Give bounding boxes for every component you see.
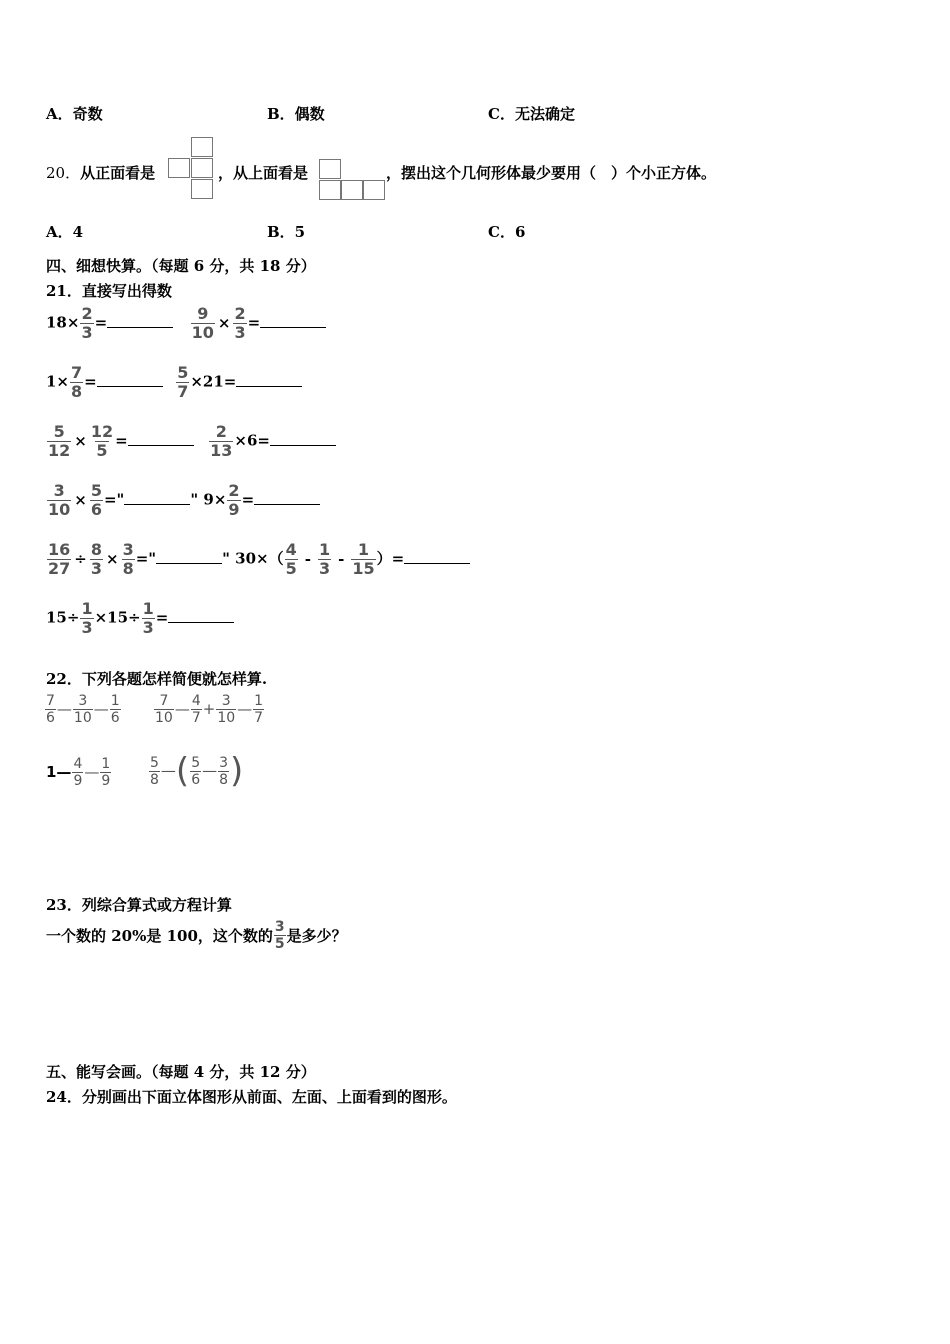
q20-text-3: ，摆出这个几何形体最少要用（ ）个小正方体。 [386,164,717,182]
operator: × [217,313,231,332]
question-23-title: 23．列综合算式或方程计算 [46,896,232,914]
expr-text: 1× [46,372,70,391]
answer-blank[interactable] [404,549,470,564]
operator: — [56,700,72,718]
answer-blank[interactable] [236,372,302,387]
cube-cell [363,180,385,200]
q23-text-2: 是多少？ [286,927,347,945]
expr-text: " 9× [190,490,227,509]
q21-row-6 [46,601,234,636]
fraction: $\frac{9}{10}$ [191,304,214,342]
q21-row-5 [46,542,470,577]
cube-cell [319,180,341,200]
answer-blank[interactable] [124,490,190,505]
q22-expr-1: $\frac{7}{6}$ — $\frac{3}{10}$ — $\frac{1}{6}$ [46,693,120,726]
fraction: $\frac{16}{27}$ [48,540,71,578]
equals: = [115,431,128,450]
question-20 [46,162,155,183]
question-24: 24．分别画出下面立体图形从前面、左面、上面看到的图形。 [46,1088,457,1106]
operator: — [202,761,218,780]
fraction: $\frac{4}{5}$ [285,540,297,578]
fraction: $\frac{7}{8}$ [71,363,83,401]
q20-option-c: C．6 [488,223,526,241]
answer-blank[interactable] [260,313,326,328]
option-c: C．无法确定 [488,105,575,123]
fraction: $\frac{3}{10}$ [48,481,71,519]
equals: = [155,608,169,627]
operator: × [105,549,119,568]
equals: =" [135,549,157,568]
question-23-text [46,920,347,951]
fraction: $\frac{1}{15}$ [352,540,375,578]
q20-text-2: ，从上面看是 [218,164,309,182]
answer-blank[interactable] [168,608,234,623]
answer-blank[interactable] [107,313,173,328]
equals: = [94,313,108,332]
fraction: $\frac{5}{7}$ [177,363,189,401]
fraction: $\frac{1}{3}$ [81,599,93,637]
cube-cell [168,158,190,178]
q22-expr-3: 1— $\frac{4}{9}$ — $\frac{1}{9}$ [46,756,111,789]
q22-expr-2: $\frac{7}{10}$ — $\frac{4}{7}$ + $\frac{3}{10}$ — $\frac{1}{7}$ [155,693,264,726]
expr-text: ×15÷ [94,608,141,627]
cube-cell [191,179,213,199]
fraction: $\frac{3}{5}$ [274,919,285,952]
fraction: $\frac{2}{3}$ [81,304,93,342]
question-21-title: 21．直接写出得数 [46,282,172,300]
answer-blank[interactable] [270,431,336,446]
fraction: $\frac{12}{5}$ [90,422,114,460]
left-paren: ( [175,751,190,791]
equals: = [241,490,255,509]
operator: - [338,549,345,568]
top-view-figure [318,159,386,203]
fraction: $\frac{3}{8}$ [122,540,134,578]
section-5-heading: 五、能写会画。（每题 4 分，共 12 分） [46,1063,316,1081]
question-number: 20． [46,164,81,182]
fraction: $\frac{2}{9}$ [228,481,240,519]
question-22-title: 22．下列各题怎样简便就怎样算. [46,670,268,688]
expr-text: " 30×（ [222,549,284,568]
equals: = [84,372,97,391]
q23-text-1: 一个数的 20%是 100，这个数的 [46,927,273,945]
fraction: $\frac{1}{3}$ [318,540,331,578]
operator: — [174,700,190,718]
expr-text: ×6= [234,431,270,450]
q20-option-a: A．4 [46,223,84,241]
fraction: $\frac{5}{12}$ [48,422,71,460]
option-a: A．奇数 [46,105,103,123]
operator: — [160,761,176,780]
section-4-heading: 四、细想快算。（每题 6 分，共 18 分） [46,257,316,275]
cube-cell [191,158,213,178]
q22-expr-4: $\frac{5}{8}$ —( $\frac{5}{6}$ — $\frac{3}{8}$ ) [150,751,244,791]
answer-blank[interactable] [156,549,222,564]
equals: = [247,313,261,332]
cube-cell [319,159,341,179]
fraction: $\frac{5}{6}$ [90,481,102,519]
q20-text-1: 从正面看是 [80,164,156,182]
right-paren: ) [230,751,244,791]
operator: + [202,700,216,718]
operator: - [304,549,311,568]
operator: × [74,490,87,509]
fraction: $\frac{1}{3}$ [142,599,154,637]
cube-cell [191,137,213,157]
operator: — [237,700,253,718]
operator: × [74,431,87,450]
operator: — [84,763,100,781]
equals: =" [103,490,125,509]
expr-text: 18× [46,313,80,332]
q21-row-1 [46,306,326,341]
front-view-figure [167,137,217,203]
answer-blank[interactable] [97,372,163,387]
fraction: $\frac{2}{3}$ [234,304,246,342]
option-b: B．偶数 [267,105,325,123]
expr-text: ×21= [190,372,237,391]
answer-blank[interactable] [254,490,320,505]
operator: ÷ [74,549,87,568]
expr-text: ）= [376,549,405,568]
q21-row-2 [46,365,302,400]
fraction: $\frac{2}{13}$ [210,422,233,460]
expr-text: 15÷ [46,608,80,627]
q20-option-b: B．5 [267,223,306,241]
operator: — [93,700,109,718]
q21-row-3 [46,424,336,459]
answer-blank[interactable] [128,431,194,446]
cube-cell [341,180,363,200]
expr-text: 1— [46,763,72,781]
q21-row-4 [46,483,320,518]
fraction: $\frac{8}{3}$ [90,540,102,578]
